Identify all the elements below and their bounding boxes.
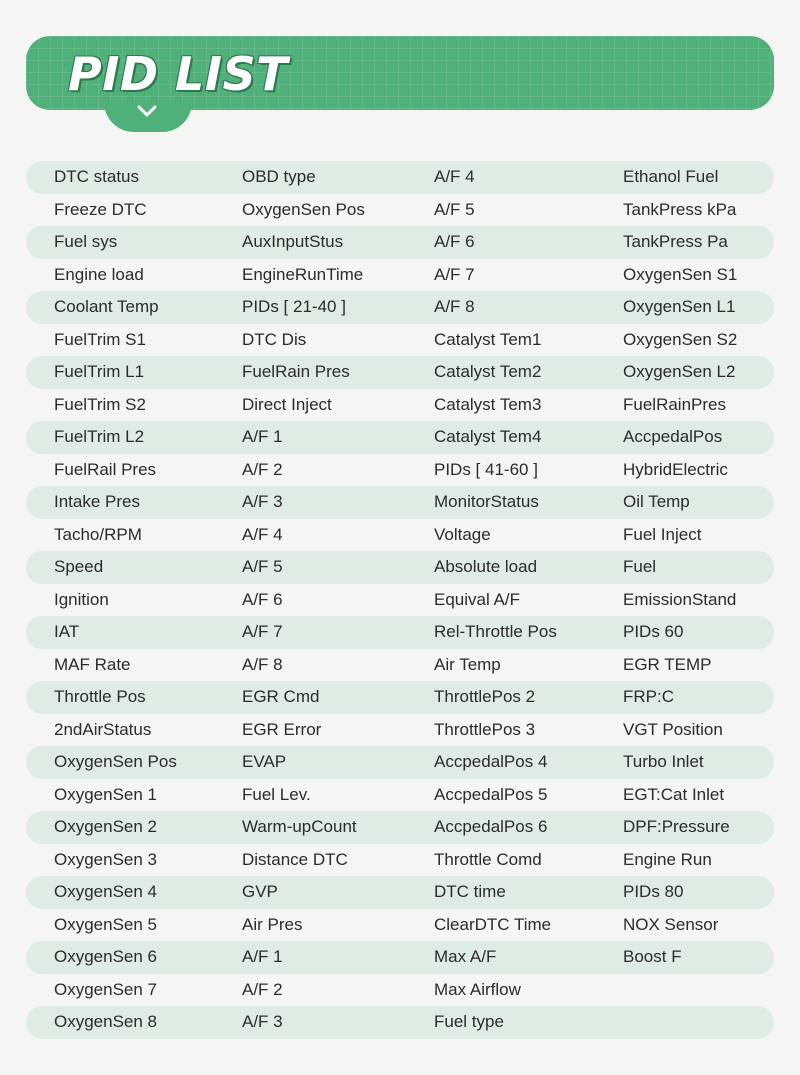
pid-item: Air Temp bbox=[434, 654, 501, 674]
table-row bbox=[26, 551, 774, 584]
table-row bbox=[26, 616, 774, 649]
table-row bbox=[26, 681, 774, 714]
pid-item: OxygenSen L2 bbox=[623, 362, 736, 381]
pid-item: HybridElectric bbox=[623, 459, 728, 479]
table-row bbox=[26, 259, 774, 292]
pid-item: PIDs [ 21-40 ] bbox=[242, 297, 346, 316]
table-row bbox=[26, 486, 774, 519]
table-row bbox=[26, 1006, 774, 1039]
pid-item: DPF:Pressure bbox=[623, 817, 730, 836]
pid-table bbox=[26, 161, 774, 1039]
pid-item: Distance DTC bbox=[242, 849, 348, 869]
pid-item: A/F 5 bbox=[434, 199, 475, 219]
pid-item: ThrottlePos 3 bbox=[434, 719, 536, 739]
table-row bbox=[26, 161, 774, 194]
table-row bbox=[26, 876, 774, 909]
pid-item: OxygenSen Pos bbox=[54, 752, 177, 771]
pid-item: FRP:C bbox=[623, 687, 674, 706]
pid-item: MAF Rate bbox=[54, 654, 131, 674]
pid-item: A/F 6 bbox=[242, 589, 283, 609]
pid-item: Engine load bbox=[54, 264, 144, 284]
pid-item: VGT Position bbox=[623, 719, 723, 739]
pid-item: PIDs 60 bbox=[623, 622, 684, 641]
pid-item: FuelTrim S2 bbox=[54, 394, 146, 414]
pid-item: Catalyst Tem3 bbox=[434, 394, 542, 414]
pid-item: OBD type bbox=[242, 167, 316, 186]
table-row bbox=[26, 811, 774, 844]
pid-item: A/F 6 bbox=[434, 232, 475, 251]
pid-item: A/F 5 bbox=[242, 557, 283, 576]
pid-item: FuelTrim L2 bbox=[54, 427, 145, 446]
pid-item: A/F 4 bbox=[434, 167, 475, 186]
pid-item: Air Pres bbox=[242, 914, 303, 934]
pid-item: FuelTrim L1 bbox=[54, 362, 145, 381]
pid-item: FuelRainPres bbox=[623, 394, 726, 414]
pid-item: OxygenSen 4 bbox=[54, 882, 158, 901]
pid-item: DTC time bbox=[434, 882, 506, 901]
pid-item: EmissionStand bbox=[623, 589, 737, 609]
pid-item: Fuel type bbox=[434, 1012, 504, 1031]
pid-item: Oil Temp bbox=[623, 492, 690, 511]
table-row bbox=[26, 974, 774, 1007]
pid-item: Absolute load bbox=[434, 557, 538, 576]
pid-item: Direct Inject bbox=[242, 394, 332, 414]
pid-item: FuelTrim S1 bbox=[54, 329, 146, 349]
pid-item: IAT bbox=[54, 622, 80, 641]
pid-item: Fuel Inject bbox=[623, 524, 702, 544]
pid-item: OxygenSen 3 bbox=[54, 849, 158, 869]
pid-item: Fuel sys bbox=[54, 232, 118, 251]
pid-item: ClearDTC Time bbox=[434, 914, 552, 934]
pid-item: A/F 4 bbox=[242, 524, 283, 544]
pid-item: EngineRunTime bbox=[242, 264, 364, 284]
table-row bbox=[26, 584, 774, 617]
pid-item: OxygenSen 8 bbox=[54, 1012, 158, 1031]
pid-item: FuelRail Pres bbox=[54, 459, 157, 479]
pid-item: AccpedalPos 6 bbox=[434, 817, 548, 836]
table-row bbox=[26, 324, 774, 357]
pid-item: MonitorStatus bbox=[434, 492, 539, 511]
pid-item: Max A/F bbox=[434, 947, 497, 966]
pid-item: AccpedalPos 4 bbox=[434, 752, 548, 771]
pid-item: OxygenSen 7 bbox=[54, 979, 158, 999]
pid-item: Engine Run bbox=[623, 849, 712, 869]
table-row bbox=[26, 746, 774, 779]
pid-item: Voltage bbox=[434, 524, 491, 544]
table-row bbox=[26, 226, 774, 259]
pid-item: Catalyst Tem4 bbox=[434, 427, 542, 446]
table-row bbox=[26, 291, 774, 324]
pid-item: OxygenSen S1 bbox=[623, 264, 738, 284]
table-row bbox=[26, 194, 774, 227]
pid-item: Throttle Comd bbox=[434, 849, 542, 869]
chevron-down-icon bbox=[137, 104, 157, 118]
pid-item: Throttle Pos bbox=[54, 687, 146, 706]
pid-item: Freeze DTC bbox=[54, 199, 147, 219]
pid-item: A/F 7 bbox=[434, 264, 475, 284]
pid-item: OxygenSen 6 bbox=[54, 947, 158, 966]
table-row bbox=[26, 909, 774, 942]
pid-item: ThrottlePos 2 bbox=[434, 687, 536, 706]
pid-item: OxygenSen 5 bbox=[54, 914, 158, 934]
pid-item: Intake Pres bbox=[54, 492, 140, 511]
table-row bbox=[26, 844, 774, 877]
pid-item: Rel-Throttle Pos bbox=[434, 622, 557, 641]
pid-item: GVP bbox=[242, 882, 278, 901]
table-row bbox=[26, 714, 774, 747]
pid-item: NOX Sensor bbox=[623, 914, 719, 934]
pid-item: A/F 3 bbox=[242, 492, 283, 511]
pid-item: Tacho/RPM bbox=[54, 524, 142, 544]
pid-item: EVAP bbox=[242, 752, 287, 771]
pid-item: Speed bbox=[54, 557, 104, 576]
pid-item: AccpedalPos bbox=[623, 427, 723, 446]
pid-item: Coolant Temp bbox=[54, 297, 159, 316]
pid-item: EGR Cmd bbox=[242, 687, 320, 706]
pid-item: A/F 1 bbox=[242, 947, 283, 966]
pid-item: EGT:Cat Inlet bbox=[623, 784, 725, 804]
table-row bbox=[26, 356, 774, 389]
table-row bbox=[26, 454, 774, 487]
pid-item: Catalyst Tem1 bbox=[434, 329, 542, 349]
pid-item: PIDs 80 bbox=[623, 882, 684, 901]
pid-item: OxygenSen Pos bbox=[242, 199, 365, 219]
pid-item: PIDs [ 41-60 ] bbox=[434, 459, 538, 479]
pid-item: Fuel Lev. bbox=[242, 784, 311, 804]
pid-item: AuxInputStus bbox=[242, 232, 344, 251]
pid-item: TankPress kPa bbox=[623, 199, 737, 219]
pid-item: 2ndAirStatus bbox=[54, 719, 152, 739]
pid-item: A/F 8 bbox=[242, 654, 283, 674]
pid-item: A/F 2 bbox=[242, 459, 283, 479]
pid-item: A/F 1 bbox=[242, 427, 283, 446]
pid-item: TankPress Pa bbox=[623, 232, 728, 251]
pid-item: EGR Error bbox=[242, 719, 322, 739]
pid-item: A/F 7 bbox=[242, 622, 283, 641]
pid-item: A/F 3 bbox=[242, 1012, 283, 1031]
pid-item: EGR TEMP bbox=[623, 654, 712, 674]
pid-item: DTC status bbox=[54, 167, 140, 186]
page-title: PID LIST bbox=[68, 47, 288, 101]
pid-item: Equival A/F bbox=[434, 589, 520, 609]
pid-item: AccpedalPos 5 bbox=[434, 784, 548, 804]
pid-item: Catalyst Tem2 bbox=[434, 362, 542, 381]
pid-item: Turbo Inlet bbox=[623, 752, 704, 771]
pid-item: Boost F bbox=[623, 947, 682, 966]
pid-item: DTC Dis bbox=[242, 329, 307, 349]
table-row bbox=[26, 421, 774, 454]
pid-item: FuelRain Pres bbox=[242, 362, 350, 381]
pid-item: Max Airflow bbox=[434, 979, 521, 999]
table-row bbox=[26, 649, 774, 682]
pid-item: OxygenSen S2 bbox=[623, 329, 738, 349]
pid-item: Ethanol Fuel bbox=[623, 167, 719, 186]
pid-item: Ignition bbox=[54, 589, 109, 609]
pid-item: Fuel bbox=[623, 557, 657, 576]
pid-item: OxygenSen 1 bbox=[54, 784, 158, 804]
pid-item: A/F 8 bbox=[434, 297, 475, 316]
pid-item: Warm-upCount bbox=[242, 817, 357, 836]
pid-item: OxygenSen 2 bbox=[54, 817, 158, 836]
pid-item: OxygenSen L1 bbox=[623, 297, 736, 316]
table-row bbox=[26, 941, 774, 974]
pid-item: A/F 2 bbox=[242, 979, 283, 999]
table-row bbox=[26, 779, 774, 812]
table-row bbox=[26, 389, 774, 422]
table-row bbox=[26, 519, 774, 552]
